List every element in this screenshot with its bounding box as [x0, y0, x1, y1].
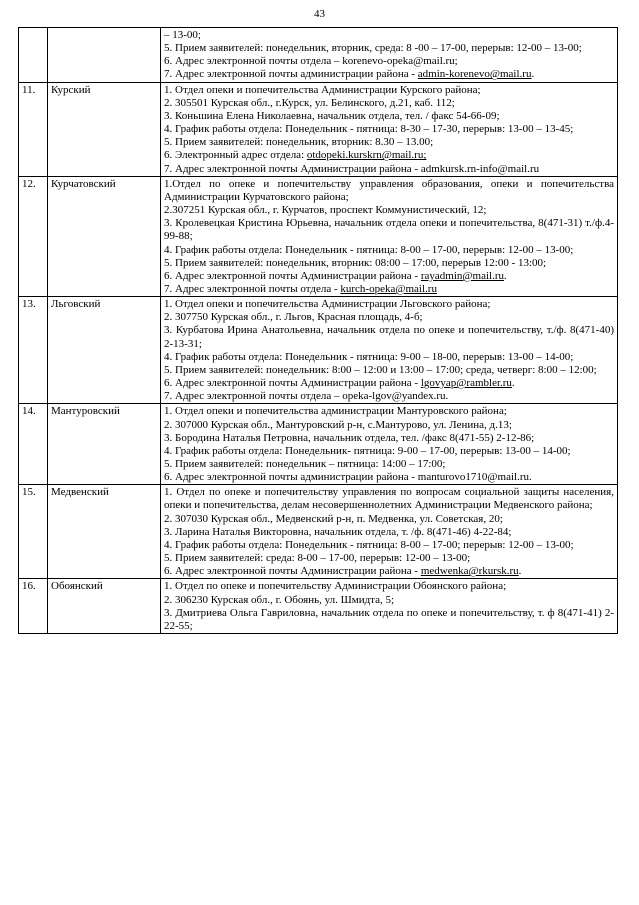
info-text: 1.Отдел по опеке и попечительству управления образования, опеки и попечительства Администрации Курчатовского района;	[164, 177, 614, 203]
info-line	[164, 419, 614, 432]
table-row	[19, 28, 618, 83]
info-text: 5. Прием заявителей: среда: 8-00 – 17-00, перерыв: 12-00 – 13-00;	[164, 552, 471, 565]
info-line	[164, 257, 614, 270]
info-line	[164, 552, 614, 565]
info-text-tail: .	[503, 269, 507, 282]
row-number: 16.	[19, 579, 48, 634]
row-number: 13.	[19, 297, 48, 404]
info-text: 2. 306230 Курская обл., г. Обоянь, ул. Шмидта, 5;	[164, 593, 395, 606]
info-text: 4. График работы отдела: Понедельник - пятница: 8-00 – 17-00, перерыв: 12-00 – 13-00;	[164, 243, 574, 256]
info-text: 1. Отдел опеки и попечительства Администрации Курского района;	[164, 83, 481, 96]
email-link[interactable]: lgovyap@rambler.ru	[420, 377, 512, 390]
info-line	[164, 270, 614, 283]
info-text-tail: .	[518, 565, 522, 578]
info-text: 4. График работы отдела: Понедельник - пятница: 8-30 – 17-30, перерыв: 13-00 – 13-45;	[164, 123, 574, 136]
table-body	[19, 28, 618, 634]
info-line	[164, 580, 614, 593]
district-name: Льговский	[48, 297, 161, 404]
info-text: 1. Отдел опеки и попечительства Администрации Льговского района;	[164, 298, 491, 311]
row-number	[19, 28, 48, 83]
district-info	[161, 485, 618, 579]
info-text: 3. Курбатова Ирина Анатольевна, начальник отдела по опеке и попечительству, т./ф. 8(471-40) 2-13-31;	[164, 324, 614, 350]
info-line	[164, 539, 614, 552]
info-text: 3. Дмитриева Ольга Гавриловна, начальник отдела по опеке и попечительству, т. ф 8(471-41) 2-22-55;	[164, 606, 614, 632]
info-text: 2. 307000 Курская обл., Мантуровский р-н, с.Мантурово, ул. Ленина, д.13;	[164, 418, 512, 431]
info-text: 4. График работы отдела: Понедельник - пятница: 8-00 – 17-00; перерыв: 12-00 – 13-00;	[164, 538, 574, 551]
table-row	[19, 176, 618, 296]
district-name: Курчатовский	[48, 176, 161, 296]
district-info	[161, 176, 618, 296]
row-number: 11.	[19, 82, 48, 176]
district-name: Мантуровский	[48, 404, 161, 485]
table-row	[19, 82, 618, 176]
info-text: 2. 307030 Курская обл., Медвенский р-н, п. Медвенка, ул. Советская, 20;	[164, 512, 503, 525]
info-line	[164, 244, 614, 257]
info-line	[164, 607, 614, 633]
row-number: 14.	[19, 404, 48, 485]
info-line	[164, 471, 614, 484]
info-text: 1. Отдел по опеке и попечительству Администрации Обоянского района;	[164, 580, 507, 593]
info-line	[164, 432, 614, 445]
info-line	[164, 136, 614, 149]
table-row	[19, 579, 618, 634]
info-line	[164, 377, 614, 390]
email-link[interactable]: rayadmin@mail.ru	[420, 269, 504, 282]
info-line	[164, 565, 614, 578]
district-name: Курский	[48, 82, 161, 176]
info-line	[164, 526, 614, 539]
info-text: 6. Адрес электронной почты администрации района - manturovo1710@mail.ru.	[164, 471, 532, 484]
district-info	[161, 82, 618, 176]
info-text: 7. Адрес электронной почты Администрации района - admkursk.rn-info@mail.ru	[164, 162, 540, 175]
district-name: Медвенский	[48, 485, 161, 579]
info-text: 5. Прием заявителей: понедельник: 8:00 – 12:00 и 13:00 – 17:00; среда, четверг: 8:00 – 12:00;	[164, 363, 597, 376]
district-name	[48, 28, 161, 83]
info-text: 1. Отдел опеки и попечительства администрации Мантуровского района;	[164, 405, 507, 418]
info-text: 6. Адрес электронной почты Администрации района -	[164, 269, 421, 282]
info-line	[164, 163, 614, 176]
info-text: 2. 305501 Курская обл., г.Курск, ул. Белинского, д.21, каб. 112;	[164, 96, 455, 109]
info-line	[164, 68, 614, 81]
info-line	[164, 390, 614, 403]
districts-table	[18, 27, 618, 634]
info-line	[164, 283, 614, 296]
info-line	[164, 97, 614, 110]
info-line	[164, 324, 614, 350]
info-text: 6. Электронный адрес отдела:	[164, 149, 307, 162]
info-line	[164, 445, 614, 458]
info-line	[164, 55, 614, 68]
info-line	[164, 84, 614, 97]
row-number: 12.	[19, 176, 48, 296]
info-text: 6. Адрес электронной почты Администрации района -	[164, 565, 421, 578]
email-link[interactable]: kurch-opeka@mail.ru	[340, 282, 437, 295]
info-text: 7. Адрес электронной почты отдела – opeka-lgov@yandex.ru.	[164, 390, 449, 403]
info-text: 3. Кролевецкая Кристина Юрьевна, начальник отдела опеки и попечительства, 8(471-31) т./ф.4-99-88;	[164, 217, 614, 243]
info-text: 6. Адрес электронной почты Администрации района -	[164, 377, 421, 390]
info-text: 5. Прием заявителей: понедельник, вторник, среда: 8 -00 – 17-00, перерыв: 12-00 – 13-00;	[164, 42, 582, 55]
info-line	[164, 123, 614, 136]
info-text: 4. График работы отдела: Понедельник - пятница: 9-00 – 18-00, перерыв: 13-00 – 14-00;	[164, 350, 574, 363]
info-line	[164, 458, 614, 471]
table-row	[19, 485, 618, 579]
info-line	[164, 364, 614, 377]
info-line	[164, 405, 614, 418]
info-text: 2. 307750 Курская обл., г. Льгов, Красная площадь, 4-б;	[164, 311, 423, 324]
info-text: 1. Отдел по опеке и попечительству управления по вопросам социальной защиты населения, опеки и попечительства, делам несовершеннолетних Администрации Медвенского района;	[164, 486, 614, 512]
page-number: 43	[314, 8, 325, 20]
info-line	[164, 178, 614, 204]
info-text: 4. График работы отдела: Понедельник- пятница: 9-00 – 17-00, перерыв: 13-00 – 14-00;	[164, 444, 571, 457]
info-text: 5. Прием заявителей: понедельник – пятница: 14:00 – 17:00;	[164, 458, 446, 470]
info-text: 2.307251 Курская обл., г. Курчатов, проспект Коммунистический, 12;	[164, 204, 487, 217]
info-text: 7. Адрес электронной почты администрации района -	[164, 68, 418, 81]
info-line	[164, 42, 614, 55]
info-line	[164, 298, 614, 311]
table-row	[19, 297, 618, 404]
info-text: 6. Адрес электронной почты отдела – korenevo-opeka@mail.ru;	[164, 55, 458, 68]
district-info	[161, 297, 618, 404]
district-info	[161, 404, 618, 485]
info-line	[164, 311, 614, 324]
info-line	[164, 217, 614, 243]
info-text: – 13-00;	[164, 29, 201, 41]
info-text: 5. Прием заявителей: понедельник, вторник: 08:00 – 17:00, перерыв 12:00 - 13:00;	[164, 256, 547, 269]
info-line	[164, 204, 614, 217]
district-name: Обоянский	[48, 579, 161, 634]
info-line	[164, 149, 614, 162]
info-line	[164, 110, 614, 123]
info-line	[164, 594, 614, 607]
info-line	[164, 486, 614, 512]
info-line	[164, 513, 614, 526]
email-link[interactable]: admin-korenevo@mail.ru	[417, 68, 532, 81]
row-number: 15.	[19, 485, 48, 579]
email-link[interactable]: otdopeki.kurskrn@mail.ru;	[306, 149, 427, 162]
info-text: 5. Прием заявителей: понедельник, вторник: 8.30 – 13.00;	[164, 136, 434, 149]
info-text: 3. Ларина Наталья Викторовна, начальник отдела, т. /ф. 8(471-46) 4-22-84;	[164, 525, 512, 538]
info-line	[164, 351, 614, 364]
info-text: 3. Бородина Наталья Петровна, начальник отдела, тел. /факс 8(471-55) 2-12-86;	[164, 431, 535, 444]
table-row	[19, 404, 618, 485]
info-text-tail: .	[531, 68, 535, 81]
info-text: 7. Адрес электронной почты отдела -	[164, 282, 341, 295]
district-info	[161, 28, 618, 83]
info-line	[164, 29, 614, 42]
district-info	[161, 579, 618, 634]
email-link[interactable]: medwenka@rkursk.ru	[420, 565, 519, 578]
info-text: 3. Коньшина Елена Николаевна, начальник отдела, тел. / факс 54-66-09;	[164, 109, 500, 122]
info-text-tail: .	[511, 377, 515, 390]
